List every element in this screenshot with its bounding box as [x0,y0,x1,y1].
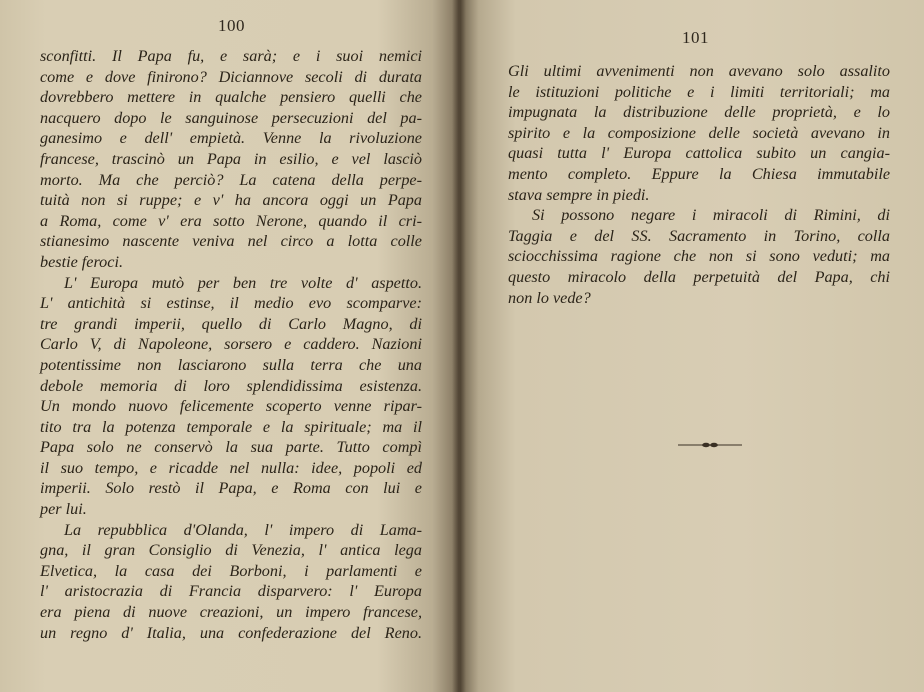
text-line: tre grandi imperii, quello di Carlo Magno, di [40,314,422,333]
text-line: bestie feroci. [40,252,124,271]
book-gutter [452,0,466,692]
text-line: Taggia e del SS. Sacramento in Torino, colla [508,226,890,245]
text-line: tito tra la potenza temporale e la spirituale; ma il [40,417,422,436]
text-line: Un mondo nuovo felicemente scoperto venne ripar- [40,397,422,416]
ornament-divider-icon [678,440,742,450]
text-line: stava sempre in piedi. [508,185,650,204]
text-line: a Roma, come v' era sotto Nerone, quando il cri- [40,211,422,230]
left-page [0,0,460,692]
text-line: francese, trascinò un Papa in esilio, e vel lasciò [40,149,422,168]
left-page-number: 100 [218,16,245,35]
text-line: l' aristocrazia di Francia disparvero: l' Europa [40,582,422,601]
text-line: potentissime non lasciarono sulla terra che una [40,355,422,374]
text-line: era piena di nuove creazioni, un impero francese, [40,603,422,622]
text-line: nacquero dopo le sanguinose persecuzioni del pa- [40,108,422,127]
text-line: ganesimo e dell' empietà. Venne la rivoluzione [40,129,422,148]
text-line: Papa solo ne conservò la sua parte. Tutto compì [40,438,422,457]
text-line: le istituzioni politiche e i limiti territoriali; ma [508,82,890,101]
text-line: non lo vede? [508,288,591,307]
text-line: morto. Ma che perciò? La catena della perpe- [40,170,422,189]
right-page [460,0,924,692]
text-line: Elvetica, la casa dei Borboni, i parlamenti e [40,561,422,580]
text-line: gna, il gran Consiglio di Venezia, l' antica lega [40,541,422,560]
text-line: Si possono negare i miracoli di Rimini, di [532,206,890,225]
text-line: imperii. Solo restò il Papa, e Roma con lui e [40,479,422,498]
right-page-number: 101 [682,28,709,47]
text-line: come e dove finirono? Diciannove secoli di durata [40,67,422,86]
right-page-text [508,61,890,308]
text-line: Carlo V, di Napoleone, sorsero e caddero. Nazioni [40,335,422,354]
text-line: stianesimo nascente veniva nel circo a lotta colle [40,232,422,251]
text-line: sciocchissima ragione che non si sono veduti; ma [508,247,890,266]
text-line: mento completo. Eppure la Chiesa immutabile [508,164,890,183]
text-line: tuità non si ruppe; e v' ha ancora oggi un Papa [40,191,422,210]
text-line: Gli ultimi avvenimenti non avevano solo assalito [508,62,890,80]
text-line: un regno d' Italia, una confederazione del Reno. [40,623,422,642]
text-line: dovrebbero mettere in qualche pensiero quelli che [40,88,422,107]
text-line: il suo tempo, e ricadde nel nulla: idee, popoli ed [40,458,422,477]
text-line: impugnata la distribuzione delle proprietà, e lo [508,103,890,122]
text-line: La repubblica d'Olanda, l' impero di Lama- [64,520,422,539]
text-line: debole memoria di loro splendidissima esistenza. [40,376,422,395]
text-line: questo miracolo della perpetuità del Papa, chi [508,267,890,286]
text-line: quasi tutta l' Europa cattolica subito un cangia- [508,144,890,163]
text-line: sconfitti. Il Papa fu, e sarà; e i suoi nemici [40,47,422,65]
text-line: spirito e la composizione delle società avevano in [508,123,890,142]
text-line: L' antichità si estinse, il medio evo scomparve: [40,294,422,313]
text-line: L' Europa mutò per ben tre volte d' aspetto. [64,273,422,292]
left-page-text [40,46,422,643]
text-line: per lui. [40,500,87,519]
